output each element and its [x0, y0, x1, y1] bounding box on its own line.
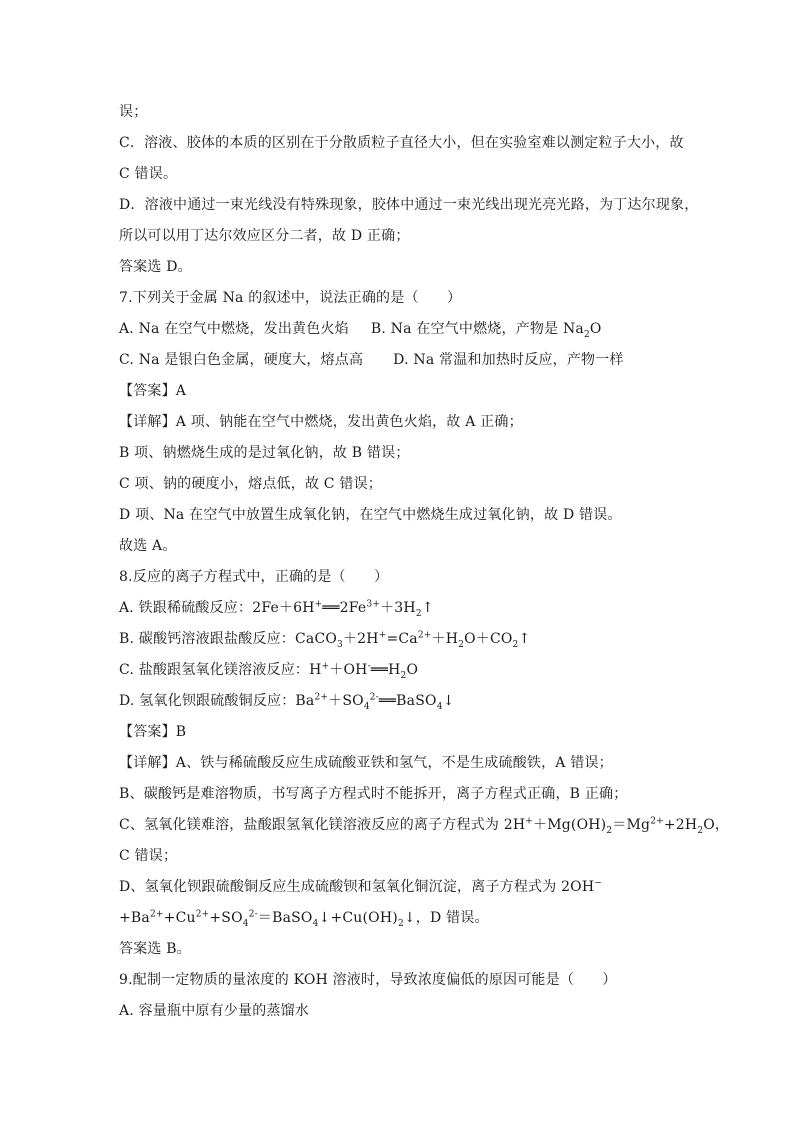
answer-label: 【答案】B — [119, 724, 187, 740]
question-8-option-c: C. 盐酸跟氢氧化镁溶液反应：$H^++OH^-══H_2O$ — [119, 661, 419, 681]
text-line: 误； — [119, 104, 148, 120]
text-line: B 项、钠燃烧生成的是过氧化钠，故 B 错误； — [119, 445, 410, 461]
text-line: 答案选 D。 — [119, 259, 192, 275]
text-line: $+Ba^{2+}+Cu^{2+}+SO_4^{2-}=BaSO_4↓+Cu(OH)_2↓$，D 错误。 — [119, 909, 489, 929]
text-line: C、氢氧化镁难溶，盐酸跟氢氧化镁溶液反应的离子方程式为 $2H^++Mg(OH)_2=Mg^{2+}+2H_2O$， — [119, 816, 730, 836]
question-9-option-a: A. 容量瓶中原有少量的蒸馏水 — [119, 1003, 310, 1019]
question-8-option-a: A. 铁跟稀硫酸反应：$2Fe+6H^+══2Fe^{3+}+3H_2↑$ — [119, 599, 434, 619]
question-9-stem: 9.配制一定物质的量浓度的 KOH 溶液时，导致浓度偏低的原因可能是（ ） — [119, 972, 617, 988]
text-line: 【详解】A 项、钠能在空气中燃烧，发出黄色火焰，故 A 正确； — [119, 414, 523, 430]
question-7-stem: 7.下列关于金属 Na 的叙述中，说法正确的是（ ） — [119, 290, 462, 306]
option-a: A. Na 在空气中燃烧，发出黄色火焰 — [119, 321, 349, 337]
text-line: C 项、钠的硬度小，熔点低，故 C 错误； — [119, 476, 382, 492]
text-line: 【详解】A、铁与稀硫酸反应生成硫酸亚铁和氢气，不是生成硫酸铁，A 错误； — [119, 755, 613, 771]
question-8-stem: 8.反应的离子方程式中，正确的是（ ） — [119, 569, 389, 585]
question-7-options-row-1 — [119, 319, 602, 339]
question-8-option-b: B. 碳酸钙溶液跟盐酸反应：$CaCO_3+2H^+=Ca^{2+}+H_2O+CO_2↑$ — [119, 630, 531, 650]
text-line: C．溶液、胶体的本质的区别在于分散质粒子直径大小，但在实验室难以测定粒子大小，故 — [119, 135, 684, 151]
option-b: B. Na 在空气中燃烧，产物是 $Na_2O$ — [370, 321, 602, 340]
question-8-option-d: D. 氢氧化钡跟硫酸铜反应：$Ba^{2+}+SO_4^{2-}══BaSO_4↓$ — [119, 692, 455, 712]
text-line: 故选 A。 — [119, 538, 177, 554]
text-line: D 项、Na 在空气中放置生成氧化钠，在空气中燃烧生成过氧化钠，故 D 错误。 — [119, 507, 622, 523]
text-line: 所以可以用丁达尔效应区分二者，故 D 正确； — [119, 228, 410, 244]
text-line: 答案选 B。 — [119, 941, 191, 957]
text-line: D、氢氧化钡跟硫酸铜反应生成硫酸钡和氢氧化铜沉淀，离子方程式为 2OH− — [119, 878, 603, 895]
text-line: D．溶液中通过一束光线没有特殊现象，胶体中通过一束光线出现光亮光路，为丁达尔现象， — [119, 197, 699, 213]
option-c: C. Na 是银白色金属，硬度大，熔点高 — [119, 352, 364, 368]
text-line: C 错误； — [119, 848, 178, 864]
answer-label: 【答案】A — [119, 383, 187, 399]
question-7-options-row-2 — [119, 350, 624, 370]
text-line: C 错误。 — [119, 166, 178, 182]
text-line: B、碳酸钙是难溶物质，书写离子方程式时不能拆开，离子方程式正确，B 正确； — [119, 786, 628, 802]
option-d: D. Na 常温和加热时反应，产物一样 — [393, 352, 624, 368]
